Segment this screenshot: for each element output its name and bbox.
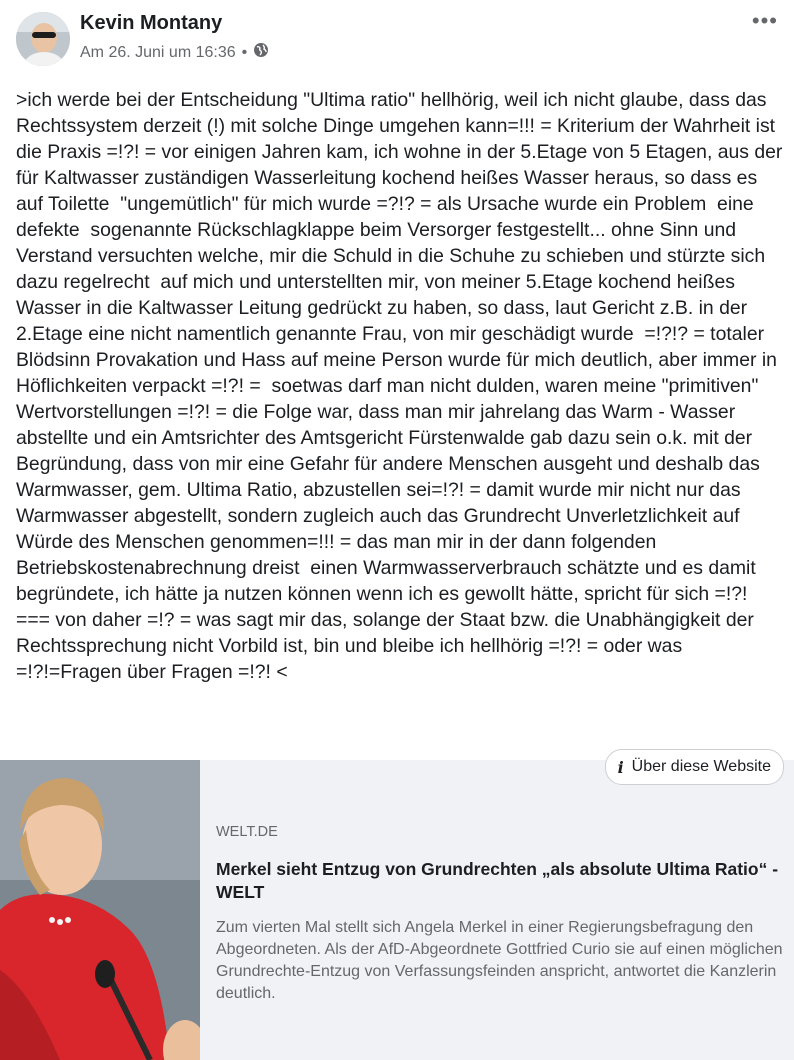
post-timestamp[interactable]: Am 26. Juni um 16:36	[80, 43, 236, 61]
merkel-photo	[0, 760, 200, 1060]
globe-icon[interactable]	[253, 42, 269, 63]
author-name[interactable]: Kevin Montany	[80, 12, 223, 34]
post-text: >ich werde bei der Entscheidung "Ultima ratio" hellhörig, weil ich nicht glaube, dass das Rechtssystem derzeit (!) mit solche Dinge umgehen kann=!!! = Kriterium der Wahrheit ist die Praxis =!?! = vor einigen Jahren kam, ich wohne in der 5.Etage von 5 Etagen, aus der für Kaltwasser zuständigen Wasserleitung kochend heißes Wasser heraus, so dass es auf Toilette "ungemütlich" für mich wurde =?!? = als Ursache wurde ein Problem eine defekte sogenannte Rückschlagklappe beim Versorger festgestellt... ohne Sinn und Verstand versuchten welche, mir die Schuld in die Schuhe zu schieben und stürzte sich dazu regelrecht auf mich und unterstellten mir, von meiner 5.Etage kochend heißes Wasser in die Kaltwasser Leitung gedrückt zu haben, so dass, laut Gericht z.B. in der 2.Etage eine nicht namentlich genannte Frau, von mir geschädigt wurde =!?!? = totaler Blödsinn Provakation und Hass auf meine Person wurde für mich deutlich, aber immer in Höflichkeiten verpackt =!?! = soetwas darf man nicht dulden, waren meine "primitiven" Wertvorstellungen =!?! = die Folge war, dass man mir jahrelang das Warm - Wasser abstellte und ein Amtsrichter des Amtsgericht Fürstenwalde gab dazu sein o.k. mit der Begründung, dass von mir eine Gefahr für andere Menschen ausgeht und deshalb das Warmwasser, gem. Ultima Ratio, abzustellen sei=!?! = damit wurde mir nicht nur das Warmwasser abgestellt, sondern zugleich auch das Grundrecht Unverletzlichkeit auf Würde des Menschen genommen=!!! = das man mir in der dann folgenden Betriebskostenabrechnung dreist einen Warmwasserverbrauch schätzte und es damit begründete, ich hätte ja nutzen können wenn ich es gewollt hätte, spricht für sich =!?! === von daher =!? = was sagt mir das, solange der Staat bzw. die Unabhängigkeit der Rechtssprechung nicht Vorbild ist, bin und bleibe ich hellhörig =!?! = oder was =!?!=Fragen über Fragen =!?! <	[16, 89, 788, 683]
link-preview-body[interactable]	[216, 824, 784, 1005]
link-preview-card[interactable]	[0, 757, 794, 1060]
about-website-button[interactable]	[605, 749, 784, 785]
post-header	[0, 0, 794, 80]
link-thumbnail[interactable]	[0, 760, 200, 1060]
link-domain: WELT.DE	[216, 824, 278, 840]
post-meta	[80, 42, 269, 63]
about-website-label: Über diese Website	[631, 758, 771, 775]
avatar[interactable]	[16, 12, 70, 66]
more-options-icon[interactable]: •••	[751, 8, 778, 33]
info-icon: i	[617, 757, 624, 777]
link-title[interactable]: Merkel sieht Entzug von Grundrechten „als absolute Ultima Ratio“ - WELT	[216, 859, 779, 902]
meta-separator: •	[241, 43, 248, 61]
link-description: Zum vierten Mal stellt sich Angela Merkel in einer Regierungsbefragung den Abgeordneten. Als der AfD-Abgeordnete Gottfried Curio sie auf einen möglichen Grundrechte-Entzug von Verfassungsfeinden anspricht, antwortet die Kanzlerin deutlich.	[216, 919, 783, 1002]
profile-picture	[16, 12, 70, 66]
